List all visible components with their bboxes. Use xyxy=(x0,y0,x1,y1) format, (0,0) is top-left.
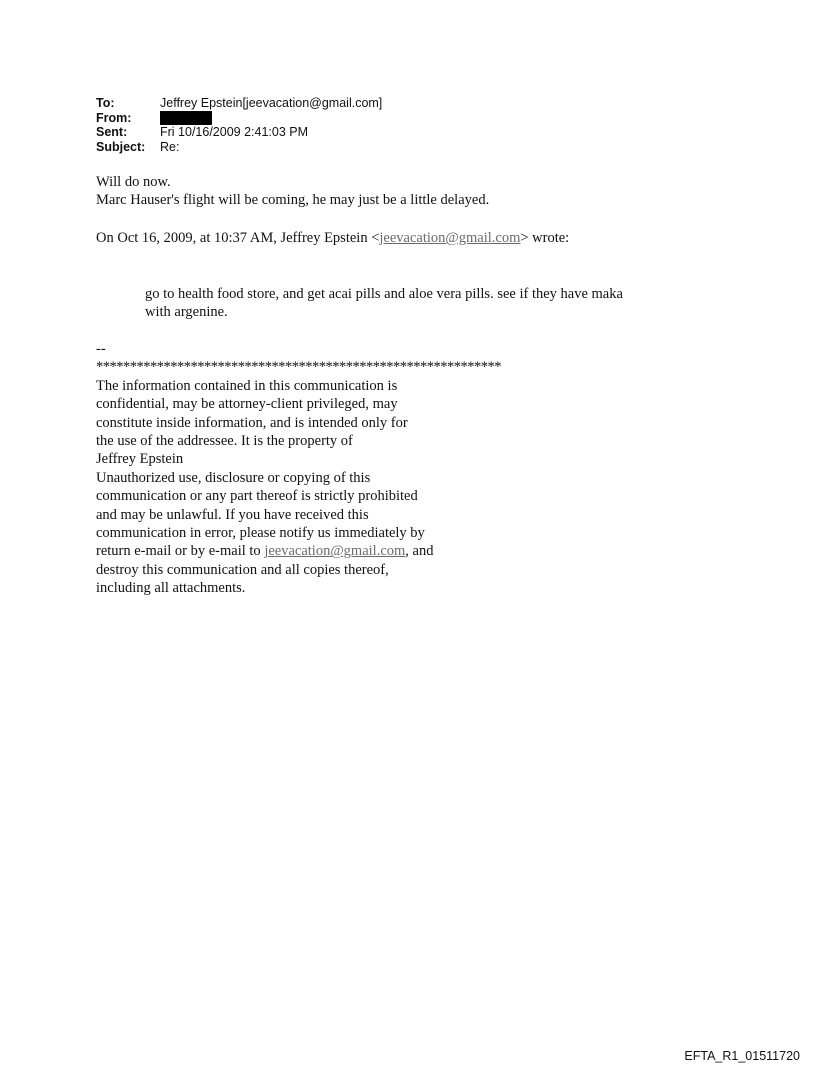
disclaimer-line: communication or any part thereof is strictly prohibited xyxy=(96,488,418,505)
document-id: EFTA_R1_01511720 xyxy=(684,1049,800,1063)
sent-row xyxy=(96,125,382,140)
quoted-message xyxy=(145,285,623,322)
return-prefix: return e-mail or by e-mail to xyxy=(96,543,265,560)
disclaimer-line: Jeffrey Epstein xyxy=(96,451,184,468)
return-suffix: , and xyxy=(405,543,434,560)
redaction-block xyxy=(160,111,212,125)
disclaimer-line: confidential, may be attorney-client privileged, may xyxy=(96,396,398,413)
message-line: Will do now. xyxy=(96,174,171,190)
signature-block xyxy=(96,340,501,598)
quote-intro-prefix: On Oct 16, 2009, at 10:37 AM, Jeffrey Epstein < xyxy=(96,230,380,246)
quote-intro-suffix: > wrote: xyxy=(520,230,570,246)
to-value: Jeffrey Epstein[jeevacation@gmail.com] xyxy=(160,96,383,110)
disclaimer-line: and may be unlawful. If you have received this xyxy=(96,506,369,523)
message-body xyxy=(96,173,489,210)
disclaimer-line: Unauthorized use, disclosure or copying of this xyxy=(96,469,371,486)
email-link[interactable]: jeevacation@gmail.com xyxy=(264,543,406,560)
disclaimer-line: constitute inside information, and is intended only for xyxy=(96,414,408,431)
disclaimer-line: communication in error, please notify us immediately by xyxy=(96,525,425,542)
signature-stars: ************************************************************ xyxy=(96,359,501,376)
message-line: Marc Hauser's flight will be coming, he may just be a little delayed. xyxy=(96,192,490,209)
quote-intro xyxy=(96,229,569,247)
quoted-line: with argenine. xyxy=(145,304,228,321)
disclaimer-line xyxy=(96,542,501,560)
email-link[interactable]: jeevacation@gmail.com xyxy=(379,230,521,246)
from-label: From: xyxy=(96,110,132,125)
to-label: To: xyxy=(96,96,115,110)
disclaimer-line: including all attachments. xyxy=(96,580,246,597)
to-row xyxy=(96,96,382,111)
disclaimer-line: destroy this communication and all copies thereof, xyxy=(96,561,389,578)
sent-label: Sent: xyxy=(96,125,128,139)
subject-value: Re: xyxy=(160,139,180,154)
sent-value: Fri 10/16/2009 2:41:03 PM xyxy=(160,125,309,139)
quoted-line: go to health food store, and get acai pills and aloe vera pills. see if they have maka xyxy=(145,286,623,302)
disclaimer-line: The information contained in this communication is xyxy=(96,377,398,394)
subject-row xyxy=(96,140,382,155)
subject-label: Subject: xyxy=(96,139,146,154)
email-header xyxy=(96,96,382,154)
signature-dashes: -- xyxy=(96,341,106,357)
disclaimer-line: the use of the addressee. It is the property of xyxy=(96,433,353,450)
from-row xyxy=(96,111,382,126)
